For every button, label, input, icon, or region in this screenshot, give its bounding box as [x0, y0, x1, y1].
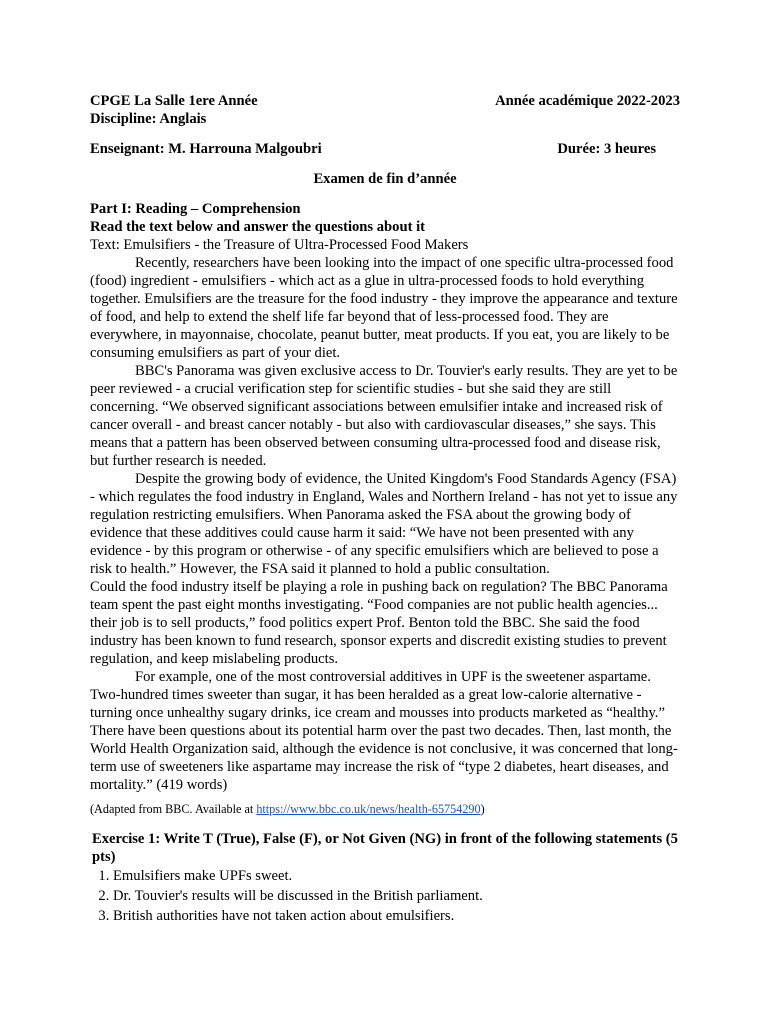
- exercise1-list: [90, 866, 680, 926]
- exam-page: [90, 92, 680, 926]
- paragraph-1: Recently, researchers have been looking into the impact of one specific ultra-processed food (food) ingredient - emulsifiers - which act as a glue in ultra-processed foods to hold everything together. Emulsifiers are the treasure for the food industry - they improve the appearance and texture of food, and help to extend the shelf life far beyond that of less-processed food. They are everywhere, in mayonnaise, chocolate, peanut butter, meat products. If you eat, you are likely to be consuming emulsifiers as part of your diet.: [90, 255, 678, 361]
- source-link[interactable]: https://www.bbc.co.uk/news/health-65754290: [256, 802, 481, 816]
- exam-title: Examen de fin d’année: [313, 171, 457, 187]
- paragraph-4: Could the food industry itself be playing a role in pushing back on regulation? The BBC Panorama team spent the past eight months investigating. “Food companies are not public health agencies... their job is to sell products,” food politics expert Prof. Benton told the BBC. She said the food industry has been known to fund research, sponsor experts and discredit existing studies to prevent regulation, and keep mislabeling products.: [90, 579, 668, 667]
- header-row-1: [90, 92, 680, 110]
- paragraph-5: For example, one of the most controversial additives in UPF is the sweetener aspartame. Two-hundred times sweeter than sugar, it has been heralded as a great low-calorie alternative - turning once unhealthy sugary drinks, ice cream and mousses into products marketed as “healthy.” There have been questions about its potential harm over the past two decades. Then, last month, the World Health Organization said, although the evidence is not conclusive, it was concerned that long-term use of sweeteners like aspartame may increase the risk of “type 2 diabetes, heart diseases, and mortality.” (419 words): [90, 669, 678, 793]
- teacher: Enseignant: M. Harrouna Malgoubri: [90, 141, 322, 157]
- list-item: 1. Emulsifiers make UPFs sweet.: [113, 866, 680, 886]
- school-name: CPGE La Salle 1ere Année: [90, 93, 258, 109]
- list-item: 2. Dr. Touvier's results will be discussed in the British parliament.: [113, 886, 680, 906]
- text-title: Text: Emulsifiers - the Treasure of Ultra-Processed Food Makers: [90, 237, 469, 253]
- paragraph-2: BBC's Panorama was given exclusive access to Dr. Touvier's early results. They are yet to be peer reviewed - a crucial verification step for scientific studies - but she said they are still concerning. “We observed significant associations between emulsifier intake and increased risk of cancer overall - and breast cancer notably - but also with cardiovascular diseases,” she says. This means that a pattern has been observed between consuming ultra-processed food and disease risk, but further research is needed.: [90, 363, 678, 469]
- exercise1-heading: Exercise 1: Write T (True), False (F), or Not Given (NG) in front of the following statements (5 pts): [92, 831, 678, 865]
- paragraph-3: Despite the growing body of evidence, the United Kingdom's Food Standards Agency (FSA) - which regulates the food industry in England, Wales and Northern Ireland - has not yet to issue any regulation restricting emulsifiers. When Panorama asked the FSA about the growing body of evidence that these additives could cause harm it said: “We have not been presented with any evidence - by this program or otherwise - of any specific emulsifiers which are believed to pose a risk to health.” However, the FSA said it planned to hold a public consultation.: [90, 471, 678, 577]
- part1-heading: Part I: Reading – Comprehension: [90, 201, 301, 217]
- discipline: Discipline: Anglais: [90, 111, 207, 127]
- academic-year: Année académique 2022-2023: [495, 93, 680, 109]
- source-suffix: ): [480, 802, 485, 816]
- duration: Durée: 3 heures: [557, 141, 656, 157]
- part1-instruction: Read the text below and answer the questions about it: [90, 219, 426, 235]
- source-prefix: (Adapted from BBC. Available at: [90, 802, 257, 816]
- list-item: 3. British authorities have not taken action about emulsifiers.: [113, 906, 680, 926]
- source-citation: [90, 800, 680, 818]
- header-row-2: [90, 140, 680, 158]
